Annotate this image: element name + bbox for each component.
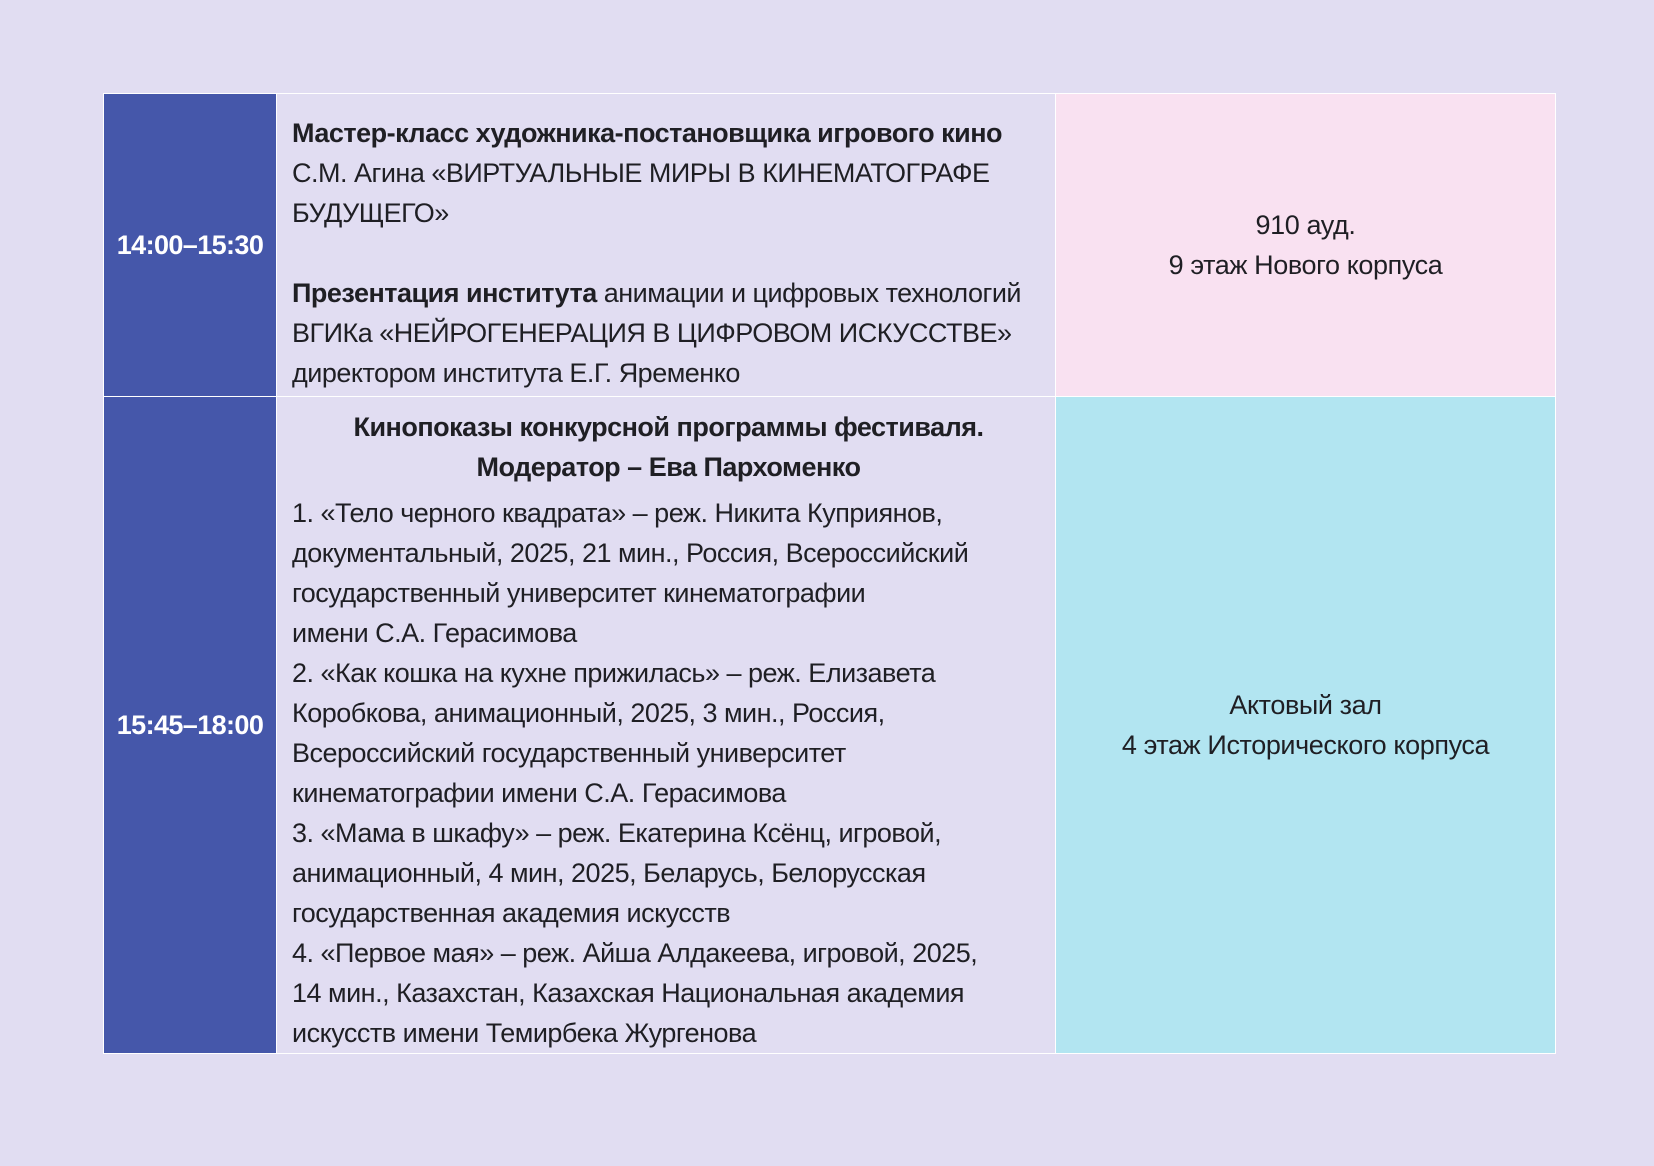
location-floor: 4 этаж Исторического корпуса <box>1121 730 1490 760</box>
location-cell <box>1056 397 1556 1054</box>
film-line: 4. «Первое мая» – реж. Айша Алдакеева, игровой, 2025, <box>292 938 978 968</box>
film-line: 3. «Мама в шкафу» – реж. Екатерина Ксёнц, игровой, <box>292 818 942 848</box>
event-text-line: директором института Е.Г. Яременко <box>292 358 740 388</box>
event-text-line: С.М. Агина «ВИРТУАЛЬНЫЕ МИРЫ В КИНЕМАТОГРАФЕ <box>292 158 990 188</box>
film-line: искусств имени Темирбека Жургенова <box>292 1018 757 1048</box>
location-room: Актовый зал <box>1229 690 1382 720</box>
screening-heading-line: Кинопоказы конкурсной программы фестиваля. <box>353 412 984 442</box>
location-cell <box>1056 94 1556 397</box>
film-item <box>292 813 1045 933</box>
schedule-table <box>103 93 1556 1054</box>
time-label: 15:45–18:00 <box>116 709 264 740</box>
moderator-line: Модератор – Ева Пархоменко <box>476 452 861 482</box>
screening-heading <box>292 407 1045 487</box>
film-line: государственный университет кинематографии <box>292 578 866 608</box>
event-title: Мастер-класс художника-постановщика игрового кино <box>292 118 1003 148</box>
film-line: кинематографии имени С.А. Герасимова <box>292 778 786 808</box>
event-text: анимации и цифровых технологий <box>596 278 1021 308</box>
event-text-line: БУДУЩЕГО» <box>292 198 449 228</box>
film-line: анимационный, 4 мин, 2025, Беларусь, Белорусская <box>292 858 926 888</box>
event-description <box>277 94 1056 397</box>
location-floor: 9 этаж Нового корпуса <box>1168 250 1443 280</box>
time-cell <box>104 94 277 397</box>
film-item <box>292 933 1045 1053</box>
film-line: 1. «Тело черного квадрата» – реж. Никита Куприянов, <box>292 498 943 528</box>
film-item <box>292 493 1045 653</box>
film-line: документальный, 2025, 21 мин., Россия, Всероссийский <box>292 538 969 568</box>
film-line: Коробкова, анимационный, 2025, 3 мин., Россия, <box>292 698 885 728</box>
film-line: имени С.А. Герасимова <box>292 618 577 648</box>
film-line: 14 мин., Казахстан, Казахская Национальная академия <box>292 978 965 1008</box>
event-title: Презентация института <box>292 278 597 308</box>
event-description <box>277 397 1056 1054</box>
schedule-row <box>104 94 1556 397</box>
film-line: Всероссийский государственный университет <box>292 738 846 768</box>
time-label: 14:00–15:30 <box>116 229 264 260</box>
time-cell <box>104 397 277 1054</box>
location-room: 910 ауд. <box>1255 210 1356 240</box>
film-line: государственная академия искусств <box>292 898 731 928</box>
schedule-row <box>104 397 1556 1054</box>
film-line: 2. «Как кошка на кухне прижилась» – реж. Елизавета <box>292 658 936 688</box>
event-text-line: ВГИКа «НЕЙРОГЕНЕРАЦИЯ В ЦИФРОВОМ ИСКУССТВЕ» <box>292 318 1012 348</box>
film-item <box>292 653 1045 813</box>
